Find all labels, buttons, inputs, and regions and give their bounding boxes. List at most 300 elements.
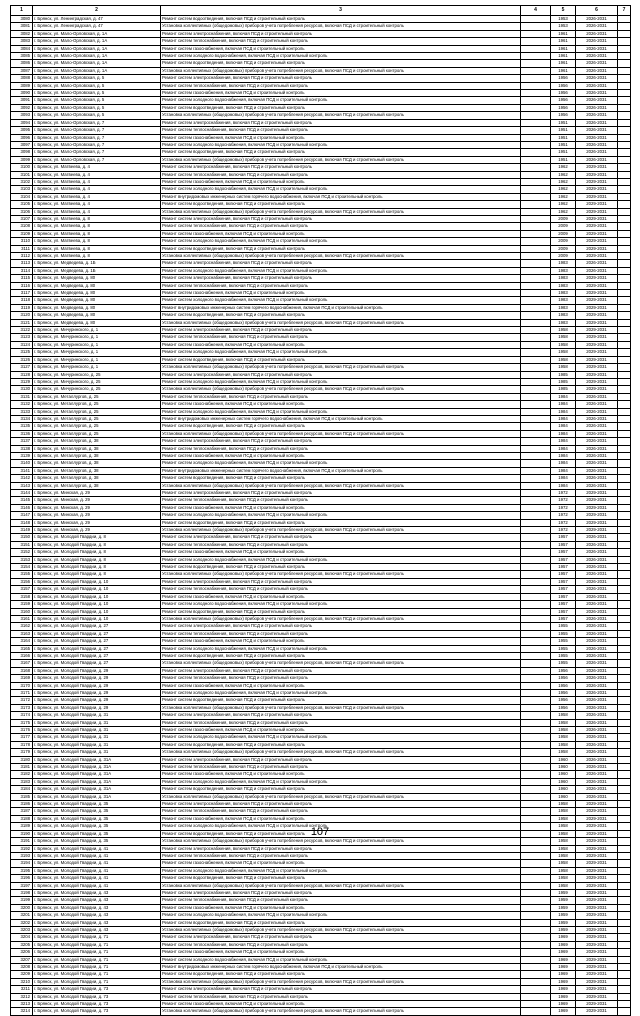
- empty-cell: [521, 860, 551, 867]
- row-number: 3162: [11, 623, 33, 630]
- empty-cell: [618, 134, 631, 141]
- empty-cell: [618, 430, 631, 437]
- row-number: 3132: [11, 401, 33, 408]
- period-cell: 2026-2031: [576, 727, 618, 734]
- empty-cell: [618, 238, 631, 245]
- year-cell: 1984: [551, 452, 576, 459]
- period-cell: 2026-2031: [576, 682, 618, 689]
- empty-cell: [618, 727, 631, 734]
- year-cell: 1985: [551, 378, 576, 385]
- table-row: [11, 719, 631, 726]
- period-cell: 2029-2031: [576, 164, 618, 171]
- row-number: 3141: [11, 467, 33, 474]
- empty-cell: [521, 82, 551, 89]
- work-type-cell: Ремонт систем холодного водоснабжения, включая ПСД и строительный контроль: [161, 53, 521, 60]
- work-type-cell: Ремонт систем электроснабжения, включая ПСД и строительный контроль: [161, 75, 521, 82]
- year-cell: 1956: [551, 90, 576, 97]
- period-cell: 2026-2031: [576, 393, 618, 400]
- empty-cell: [521, 156, 551, 163]
- row-number: 3097: [11, 141, 33, 148]
- work-type-cell: Ремонт систем электроснабжения, включая ПСД и строительный контроль: [161, 756, 521, 763]
- period-cell: 2029-2031: [576, 801, 618, 808]
- empty-cell: [618, 245, 631, 252]
- address-cell: г. Брянск, ул. Металлургов, д. 38: [33, 467, 161, 474]
- table-row: [11, 534, 631, 541]
- table-row: [11, 45, 631, 52]
- empty-cell: [618, 512, 631, 519]
- period-cell: 2026-2031: [576, 452, 618, 459]
- empty-cell: [521, 97, 551, 104]
- row-number: 3184: [11, 786, 33, 793]
- work-type-cell: Ремонт систем водоотведения, включая ПСД и строительный контроль: [161, 919, 521, 926]
- table-row: [11, 793, 631, 800]
- empty-cell: [618, 290, 631, 297]
- address-cell: г. Брянск, ул. Мало-Орловская, д. 1А: [33, 67, 161, 74]
- row-number: 3155: [11, 571, 33, 578]
- year-cell: 1957: [551, 578, 576, 585]
- empty-cell: [521, 1001, 551, 1008]
- period-cell: 2029-2031: [576, 297, 618, 304]
- empty-cell: [618, 497, 631, 504]
- empty-cell: [521, 689, 551, 696]
- row-number: 3123: [11, 334, 33, 341]
- empty-cell: [521, 67, 551, 74]
- empty-cell: [521, 127, 551, 134]
- work-type-cell: Установка коллективных (общедомовых) приборов учета потребления ресурсов, включая ПСД и строительный контроль: [161, 23, 521, 30]
- row-number: 3170: [11, 682, 33, 689]
- period-cell: 2026-2031: [576, 534, 618, 541]
- period-cell: 2026-2031: [576, 134, 618, 141]
- work-type-cell: Ремонт систем водоотведения, включая ПСД и строительный контроль: [161, 697, 521, 704]
- column-header: 3: [161, 6, 521, 16]
- address-cell: г. Брянск, ул. Матвеева, д. 8: [33, 245, 161, 252]
- row-number: 3198: [11, 889, 33, 896]
- empty-cell: [521, 164, 551, 171]
- work-type-cell: Ремонт систем электроснабжения, включая ПСД и строительный контроль: [161, 845, 521, 852]
- empty-cell: [521, 149, 551, 156]
- row-number: 3088: [11, 75, 33, 82]
- year-cell: 1958: [551, 349, 576, 356]
- table-row: [11, 971, 631, 978]
- empty-cell: [618, 215, 631, 222]
- year-cell: 1958: [551, 334, 576, 341]
- empty-cell: [618, 660, 631, 667]
- table-row: [11, 149, 631, 156]
- empty-cell: [521, 904, 551, 911]
- row-number: 3108: [11, 223, 33, 230]
- empty-cell: [618, 578, 631, 585]
- table-row: [11, 867, 631, 874]
- empty-cell: [618, 378, 631, 385]
- empty-cell: [618, 549, 631, 556]
- table-row: [11, 801, 631, 808]
- year-cell: 1969: [551, 949, 576, 956]
- row-number: 3185: [11, 793, 33, 800]
- document-sheet: [10, 5, 630, 1016]
- address-cell: г. Брянск, ул. Молодой Гвардии, д. 35: [33, 830, 161, 837]
- address-cell: г. Брянск, ул. Минская, д. 29: [33, 519, 161, 526]
- work-type-cell: Ремонт систем холодного водоснабжения, включая ПСД и строительный контроль: [161, 141, 521, 148]
- period-cell: 2026-2031: [576, 45, 618, 52]
- empty-cell: [521, 571, 551, 578]
- row-number: 3116: [11, 282, 33, 289]
- period-cell: 2026-2031: [576, 104, 618, 111]
- year-cell: 1972: [551, 504, 576, 511]
- table-row: [11, 512, 631, 519]
- empty-cell: [618, 689, 631, 696]
- empty-cell: [618, 838, 631, 845]
- address-cell: г. Брянск, ул. Молодой Гвардии, д. 27: [33, 645, 161, 652]
- empty-cell: [521, 786, 551, 793]
- work-type-cell: Ремонт систем холодного водоснабжения, включая ПСД и строительный контроль: [161, 645, 521, 652]
- work-type-cell: Ремонт систем газоснабжения, включая ПСД и строительный контроль: [161, 134, 521, 141]
- period-cell: 2029-2031: [576, 201, 618, 208]
- empty-cell: [618, 882, 631, 889]
- table-row: [11, 178, 631, 185]
- period-cell: 2029-2031: [576, 371, 618, 378]
- empty-cell: [618, 149, 631, 156]
- empty-cell: [618, 556, 631, 563]
- row-number: 3102: [11, 178, 33, 185]
- table-row: [11, 490, 631, 497]
- empty-cell: [618, 956, 631, 963]
- work-type-cell: Ремонт систем газоснабжения, включая ПСД и строительный контроль: [161, 230, 521, 237]
- year-cell: 1956: [551, 82, 576, 89]
- empty-cell: [618, 193, 631, 200]
- period-cell: 2026-2031: [576, 704, 618, 711]
- row-number: 3165: [11, 645, 33, 652]
- empty-cell: [521, 238, 551, 245]
- row-number: 3128: [11, 371, 33, 378]
- year-cell: 1953: [551, 23, 576, 30]
- empty-cell: [521, 349, 551, 356]
- row-number: 3134: [11, 415, 33, 422]
- table-row: [11, 297, 631, 304]
- year-cell: 1960: [551, 764, 576, 771]
- empty-cell: [521, 993, 551, 1000]
- table-row: [11, 941, 631, 948]
- work-type-cell: Ремонт систем газоснабжения, включая ПСД и строительный контроль: [161, 549, 521, 556]
- address-cell: г. Брянск, ул. Молодой Гвардии, д. 8: [33, 541, 161, 548]
- address-cell: г. Брянск, ул. Молодой Гвардии, д. 35: [33, 808, 161, 815]
- empty-cell: [618, 364, 631, 371]
- address-cell: г. Брянск, ул. Мало-Орловская, д. 7: [33, 127, 161, 134]
- period-cell: 2026-2031: [576, 793, 618, 800]
- address-cell: г. Брянск, ул. Металлургов, д. 38: [33, 452, 161, 459]
- empty-cell: [521, 245, 551, 252]
- table-row: [11, 727, 631, 734]
- address-cell: г. Брянск, ул. Молодой Гвардии, д. 71: [33, 949, 161, 956]
- address-cell: г. Брянск, ул. Матвеева, д. 4: [33, 186, 161, 193]
- address-cell: г. Брянск, ул. Матвеева, д. 8: [33, 238, 161, 245]
- address-cell: г. Брянск, ул. Мичуринского, д. 1: [33, 334, 161, 341]
- empty-cell: [521, 934, 551, 941]
- empty-cell: [618, 423, 631, 430]
- address-cell: г. Брянск, ул. Молодой Гвардии, д. 71: [33, 934, 161, 941]
- table-row: [11, 260, 631, 267]
- year-cell: 2009: [551, 245, 576, 252]
- year-cell: 1972: [551, 490, 576, 497]
- address-cell: г. Брянск, ул. Молодой Гвардии, д. 41: [33, 867, 161, 874]
- work-type-cell: Ремонт систем электроснабжения, включая ПСД и строительный контроль: [161, 371, 521, 378]
- year-cell: 1969: [551, 1001, 576, 1008]
- period-cell: 2026-2031: [576, 741, 618, 748]
- work-type-cell: Ремонт систем холодного водоснабжения, включая ПСД и строительный контроль: [161, 267, 521, 274]
- work-type-cell: Ремонт систем холодного водоснабжения, включая ПСД и строительный контроль: [161, 297, 521, 304]
- year-cell: 1958: [551, 845, 576, 852]
- empty-cell: [618, 504, 631, 511]
- period-cell: 2026-2031: [576, 267, 618, 274]
- year-cell: 1958: [551, 801, 576, 808]
- empty-cell: [618, 460, 631, 467]
- address-cell: г. Брянск, ул. Мало-Орловская, д. 5: [33, 90, 161, 97]
- period-cell: 2026-2031: [576, 260, 618, 267]
- empty-cell: [521, 838, 551, 845]
- period-cell: 2029-2031: [576, 304, 618, 311]
- table-row: [11, 90, 631, 97]
- empty-cell: [521, 978, 551, 985]
- table-row: [11, 556, 631, 563]
- empty-cell: [618, 756, 631, 763]
- empty-cell: [521, 401, 551, 408]
- row-number: 3179: [11, 749, 33, 756]
- table-row: [11, 327, 631, 334]
- period-cell: 2029-2031: [576, 919, 618, 926]
- row-number: 3084: [11, 45, 33, 52]
- table-row: [11, 423, 631, 430]
- row-number: 3195: [11, 867, 33, 874]
- work-type-cell: Ремонт систем газоснабжения, включая ПСД и строительный контроль: [161, 682, 521, 689]
- year-cell: 2009: [551, 238, 576, 245]
- row-number: 3137: [11, 438, 33, 445]
- work-type-cell: Ремонт систем теплоснабжения, включая ПСД и строительный контроль: [161, 445, 521, 452]
- empty-cell: [521, 134, 551, 141]
- year-cell: 1958: [551, 838, 576, 845]
- empty-cell: [618, 845, 631, 852]
- address-cell: г. Брянск, ул. Молодой Гвардии, д. 10: [33, 608, 161, 615]
- empty-cell: [521, 912, 551, 919]
- table-row: [11, 815, 631, 822]
- empty-cell: [521, 267, 551, 274]
- table-row: [11, 652, 631, 659]
- work-type-cell: Установка коллективных (общедомовых) приборов учета потребления ресурсов, включая ПСД и строительный контроль: [161, 793, 521, 800]
- empty-cell: [521, 645, 551, 652]
- empty-cell: [618, 141, 631, 148]
- year-cell: 2009: [551, 230, 576, 237]
- period-cell: 2029-2031: [576, 349, 618, 356]
- empty-cell: [521, 90, 551, 97]
- year-cell: 1983: [551, 297, 576, 304]
- empty-cell: [521, 208, 551, 215]
- year-cell: 1961: [551, 45, 576, 52]
- empty-cell: [521, 23, 551, 30]
- address-cell: г. Брянск, ул. Молодой Гвардии, д. 10: [33, 593, 161, 600]
- row-number: 3100: [11, 164, 33, 171]
- period-cell: 2026-2031: [576, 778, 618, 785]
- empty-cell: [521, 275, 551, 282]
- row-number: 3169: [11, 675, 33, 682]
- empty-cell: [618, 912, 631, 919]
- empty-cell: [521, 253, 551, 260]
- period-cell: 2029-2031: [576, 386, 618, 393]
- work-type-cell: Ремонт систем электроснабжения, включая ПСД и строительный контроль: [161, 712, 521, 719]
- row-number: 3135: [11, 423, 33, 430]
- period-cell: 2029-2031: [576, 364, 618, 371]
- work-type-cell: Ремонт систем водоотведения, включая ПСД и строительный контроль: [161, 741, 521, 748]
- year-cell: 1956: [551, 675, 576, 682]
- period-cell: 2026-2031: [576, 689, 618, 696]
- table-row: [11, 482, 631, 489]
- empty-cell: [521, 201, 551, 208]
- address-cell: г. Брянск, ул. Молодой Гвардии, д. 27: [33, 660, 161, 667]
- empty-cell: [521, 1008, 551, 1015]
- period-cell: 2029-2031: [576, 1001, 618, 1008]
- empty-cell: [618, 815, 631, 822]
- row-number: 3149: [11, 527, 33, 534]
- row-number: 3095: [11, 127, 33, 134]
- year-cell: 1962: [551, 171, 576, 178]
- row-number: 3114: [11, 267, 33, 274]
- empty-cell: [618, 201, 631, 208]
- address-cell: г. Брянск, ул. Минская, д. 29: [33, 512, 161, 519]
- empty-cell: [618, 475, 631, 482]
- work-type-cell: Ремонт систем холодного водоснабжения, включая ПСД и строительный контроль: [161, 460, 521, 467]
- period-cell: 2026-2031: [576, 90, 618, 97]
- period-cell: 2026-2031: [576, 67, 618, 74]
- year-cell: 1956: [551, 112, 576, 119]
- table-row: [11, 667, 631, 674]
- empty-cell: [521, 919, 551, 926]
- address-cell: г. Брянск, ул. Молодой Гвардии, д. 31А: [33, 771, 161, 778]
- table-row: [11, 586, 631, 593]
- empty-cell: [521, 378, 551, 385]
- work-type-cell: Ремонт систем газоснабжения, включая ПСД и строительный контроль: [161, 290, 521, 297]
- address-cell: г. Брянск, ул. Молодой Гвардии, д. 31: [33, 741, 161, 748]
- table-row: [11, 756, 631, 763]
- table-row: [11, 341, 631, 348]
- empty-cell: [618, 275, 631, 282]
- year-cell: 1969: [551, 971, 576, 978]
- table-row: [11, 156, 631, 163]
- address-cell: г. Брянск, ул. Молодой Гвардии, д. 29: [33, 682, 161, 689]
- empty-cell: [521, 941, 551, 948]
- table-row: [11, 838, 631, 845]
- table-row: [11, 897, 631, 904]
- address-cell: г. Брянск, ул. Молодой Гвардии, д. 73: [33, 993, 161, 1000]
- address-cell: г. Брянск, ул. Молодой Гвардии, д. 71: [33, 971, 161, 978]
- table-row: [11, 23, 631, 30]
- year-cell: 1957: [551, 549, 576, 556]
- year-cell: 1958: [551, 823, 576, 830]
- work-type-cell: Ремонт систем теплоснабжения, включая ПСД и строительный контроль: [161, 82, 521, 89]
- period-cell: 2029-2031: [576, 904, 618, 911]
- table-row: [11, 541, 631, 548]
- table-row: [11, 601, 631, 608]
- empty-cell: [521, 630, 551, 637]
- empty-cell: [618, 16, 631, 23]
- work-type-cell: Ремонт систем электроснабжения, включая ПСД и строительный контроль: [161, 934, 521, 941]
- table-row: [11, 312, 631, 319]
- table-row: [11, 75, 631, 82]
- year-cell: 1985: [551, 386, 576, 393]
- address-cell: г. Брянск, ул. Молодой Гвардии, д. 35: [33, 801, 161, 808]
- address-cell: г. Брянск, ул. Медведева, д. 80: [33, 304, 161, 311]
- table-row: [11, 371, 631, 378]
- empty-cell: [521, 815, 551, 822]
- empty-cell: [618, 60, 631, 67]
- empty-cell: [521, 675, 551, 682]
- table-row: [11, 415, 631, 422]
- empty-cell: [618, 67, 631, 74]
- row-number: 3152: [11, 549, 33, 556]
- row-number: 3130: [11, 386, 33, 393]
- row-number: 3208: [11, 964, 33, 971]
- table-row: [11, 467, 631, 474]
- empty-cell: [618, 919, 631, 926]
- address-cell: г. Брянск, ул. Минская, д. 29: [33, 527, 161, 534]
- year-cell: 1984: [551, 467, 576, 474]
- table-row: [11, 67, 631, 74]
- year-cell: 1958: [551, 852, 576, 859]
- year-cell: 1959: [551, 912, 576, 919]
- address-cell: г. Брянск, ул. Металлургов, д. 25: [33, 401, 161, 408]
- work-type-cell: Ремонт систем водоотведения, включая ПСД и строительный контроль: [161, 104, 521, 111]
- row-number: 3177: [11, 734, 33, 741]
- work-type-cell: Ремонт систем водоотведения, включая ПСД и строительный контроль: [161, 519, 521, 526]
- empty-cell: [521, 364, 551, 371]
- row-number: 3158: [11, 593, 33, 600]
- year-cell: 1983: [551, 290, 576, 297]
- table-row: [11, 193, 631, 200]
- year-cell: 1956: [551, 697, 576, 704]
- period-cell: 2029-2031: [576, 956, 618, 963]
- address-cell: г. Брянск, ул. Металлургов, д. 38: [33, 460, 161, 467]
- year-cell: 1958: [551, 734, 576, 741]
- row-number: 3122: [11, 327, 33, 334]
- period-cell: 2026-2031: [576, 786, 618, 793]
- year-cell: 1984: [551, 393, 576, 400]
- table-row: [11, 623, 631, 630]
- row-number: 3202: [11, 919, 33, 926]
- address-cell: г. Брянск, ул. Молодой Гвардии, д. 31А: [33, 786, 161, 793]
- year-cell: 1958: [551, 727, 576, 734]
- address-cell: г. Брянск, ул. Молодой Гвардии, д. 27: [33, 623, 161, 630]
- year-cell: 1958: [551, 867, 576, 874]
- row-number: 3160: [11, 608, 33, 615]
- empty-cell: [618, 749, 631, 756]
- row-number: 3143: [11, 482, 33, 489]
- period-cell: 2029-2031: [576, 934, 618, 941]
- work-type-cell: Ремонт систем газоснабжения, включая ПСД и строительный контроль: [161, 452, 521, 459]
- address-cell: г. Брянск, ул. Молодой Гвардии, д. 73: [33, 1008, 161, 1015]
- period-cell: 2026-2031: [576, 608, 618, 615]
- empty-cell: [618, 253, 631, 260]
- address-cell: г. Брянск, ул. Матвеева, д. 8: [33, 253, 161, 260]
- row-number: 3187: [11, 808, 33, 815]
- row-number: 3189: [11, 823, 33, 830]
- row-number: 3196: [11, 875, 33, 882]
- work-type-cell: Ремонт систем газоснабжения, включая ПСД и строительный контроль: [161, 949, 521, 956]
- empty-cell: [618, 97, 631, 104]
- address-cell: г. Брянск, ул. Молодой Гвардии, д. 41: [33, 875, 161, 882]
- period-cell: 2029-2031: [576, 319, 618, 326]
- work-type-cell: Ремонт систем теплоснабжения, включая ПСД и строительный контроль: [161, 808, 521, 815]
- empty-cell: [521, 393, 551, 400]
- address-cell: г. Брянск, ул. Молодой Гвардии, д. 31: [33, 749, 161, 756]
- empty-cell: [618, 623, 631, 630]
- year-cell: 1951: [551, 134, 576, 141]
- work-type-cell: Установка коллективных (общедомовых) приборов учета потребления ресурсов, включая ПСД и строительный контроль: [161, 571, 521, 578]
